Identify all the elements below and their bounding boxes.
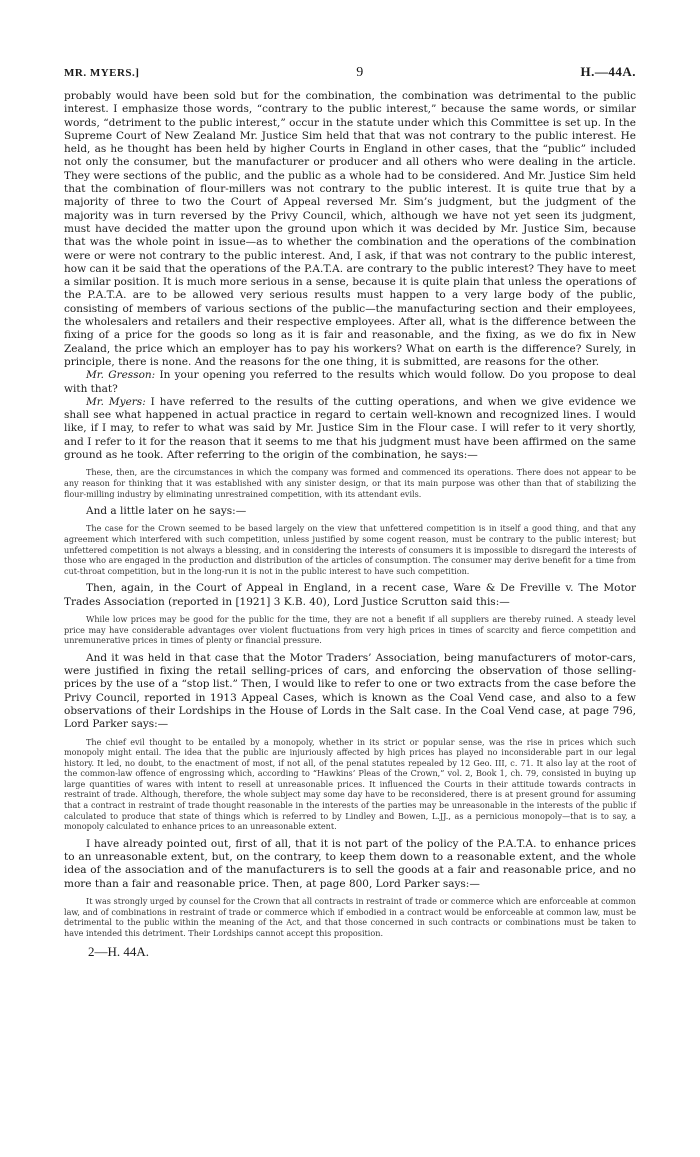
page-number: 9 [356, 65, 364, 80]
speaker-name: Mr. Myers: [86, 395, 146, 408]
paragraph-pata-policy: I have already pointed out, first of all, that it is not part of the policy of the P.A.T.A. to enhance prices to an unreasonable extent, but, on the contrary, to keep them down to a reasonable extent, and the whole idea of the association and of the manufacturers is to sell the goods at a fair and reasonable price, and no more than a fair and reasonable price. Then, at page 800, Lord Parker says:— [64, 837, 636, 890]
quote-sim-1: These, then, are the circumstances in which the company was formed and commenced its operations. There does not appear to be any reason for thinking that it was established with any sinister design, or that its main purpose was other than that of stabilizing the flour-milling industry by eliminating unrestrained competition, with its attendant evils. [64, 467, 636, 499]
speech-text: I have referred to the results of the cutting operations, and when we give evidence we shall see what happened in actual practice in regard to certain well-known and recognized lines. I would like, if I may, to refer to what was said by Mr. Justice Sim in the Flour case. I will refer to it very shortly, and I refer to it for the reason that it seems to me that his judgment must have been affirmed on the same ground as he took. After referring to the origin of the combination, he says:— [64, 395, 636, 462]
speech-text: In your opening you referred to the results which would follow. Do you propose to deal with that? [64, 369, 637, 395]
document-page [64, 64, 636, 960]
paragraph-myers [64, 396, 636, 462]
paragraph-later: And a little later on he says:— [86, 505, 247, 518]
page-body [64, 90, 636, 938]
document-reference: H.—44A. [580, 64, 636, 79]
quote-parker-800: It was strongly urged by counsel for the Crown that all contracts in restraint of trade or commerce which are enforceable at common law, and of combinations in restraint of trade or commerce which if embodied in a contract would be enforceable at common law, must be detrimental to the public within the meaning of the Act, and that those concerned in such contracts or combinations must be taken to have intended this detriment. Their Lordships cannot accept this proposition. [64, 896, 636, 938]
quote-scrutton: While low prices may be good for the public for the time, they are not a benefit if all suppliers are thereby ruined. A steady level price may have considerable advantages over violent fluctuations from very high prices in times of scarcity and fierce competition and unremunerative prices in times of plenty or financial pressure. [64, 613, 636, 646]
printer-signature-mark: 2—H. 44A. [88, 944, 150, 960]
paragraph-gresson [64, 369, 636, 396]
speaker-name: Mr. Gresson: [86, 369, 156, 382]
paragraph-court-of-appeal: Then, again, in the Court of Appeal in England, in a recent case, Ware & De Freville v. The Motor Trades Association (reported in [1921] 3 K.B. 40), Lord Justice Scrutton said this:— [64, 582, 636, 608]
paragraph-1: probably would have been sold but for the combination, the combination was detrimental to the public interest. I emphasize those words, “contrary to the public interest,” because the same words, or similar words, “detriment to the public interest,” occur in the statute under which this Committee is set up. In the Supreme Court of New Zealand Mr. Justice Sim held that that was not contrary to the public interest. He held, as he thought has been held by higher Courts in England in other cases, that the “public” included not only the consumer, but the manufacturer or producer and all others who were dealing in the article. They were sections of the public, and the public as a whole had to be considered. And Mr. Justice Sim held that the combination of flour-millers was not contrary to the public interest. It is quite true that by a majority of three to two the Court of Appeal reversed Mr. Sim’s judgment, but the judgment of the majority was in turn reversed by the Privy Council, which, although we have not yet seen its judgment, must have decided the matter upon the ground upon which it was decided by Mr. Justice Sim, because that was the whole point in issue—as to whether the combination and the operations of the combination were or were not contrary to the public interest. And, I ask, if that was not contrary to the public interest, how can it be said that the operations of the P.A.T.A. are contrary to the public interest? They have to meet a similar position. It is much more serious in a sense, because it is quite plain that unless the operations of the P.A.T.A. are to be allowed very serious results must happen to a very large body of the public, consisting of members of various sections of the public—the manufacturing section and their employees, the wholesalers and retailers and their respective employees. After all, what is the difference between the fixing of a price for the goods so long as it is fair and reasonable, and the fixing, as we do fix in New Zealand, the price which an employer has to pay his workers? What on earth is the difference? Surely, in principle, there is none. And the reasons for the one thing, it is submitted, are reasons for the other. [64, 90, 636, 368]
quote-sim-2: The case for the Crown seemed to be based largely on the view that unfettered competition is in itself a good thing, and that any agreement which interfered with such competition, unless justified by some cogent reason, must be contrary to the public interest; but unfettered competition is not always a blessing, and in considering the interests of consumers it is impossible to disregard the interests of those who are engaged in the production and distribution of the articles of consumption. The consumer may derive benefit for a time from cut-throat competition, but in the long-run it is not in the public interest to have such competition. [64, 523, 636, 576]
running-header [64, 64, 636, 90]
paragraph-motor-traders: And it was held in that case that the Motor Traders’ Association, being manufacturers of motor-cars, were justified in fixing the retail selling-prices of cars, and enforcing the observation of those selling-prices by the use of a “stop list.” Then, I would like to refer to one or two extracts from the case before the Privy Council, reported in 1913 Appeal Cases, which is known as the Coal Vend case, and also to a few observations of their Lordships in the House of Lords in the Salt case. In the Coal Vend case, at page 796, Lord Parker says:— [64, 651, 636, 731]
quote-parker-796: The chief evil thought to be entailed by a monopoly, whether in its strict or popular sense, was the rise in prices which such monopoly might entail. The idea that the public are injuriously affected by high prices has played no inconsiderable part in our legal history. It led, no doubt, to the enactment of most, if not all, of the penal statutes repealed by 12 Geo. III, c. 71. It also lay at the root of the common-law offence of engrossing which, according to “Hawkins’ Pleas of the Crown,” vol. 2, Book 1, ch. 79, consisted in buying up large quantities of wares with intent to resell at unreasonable prices. It influenced the Courts in their attitude towards contracts in restraint of trade. Although, therefore, the whole subject may some day have to be reconsidered, there is at present ground for assuming that a contract in restraint of trade thought reasonable in the interests of the parties may be unreasonable in the interests of the public if calculated to produce that state of things which is referred to by Lindley and Bowen, L.JJ., as a pernicious monopoly—that is to say, a monopoly calculated to enhance prices to an unreasonable extent. [64, 736, 636, 832]
header-speaker: MR. MYERS.] [64, 67, 140, 79]
